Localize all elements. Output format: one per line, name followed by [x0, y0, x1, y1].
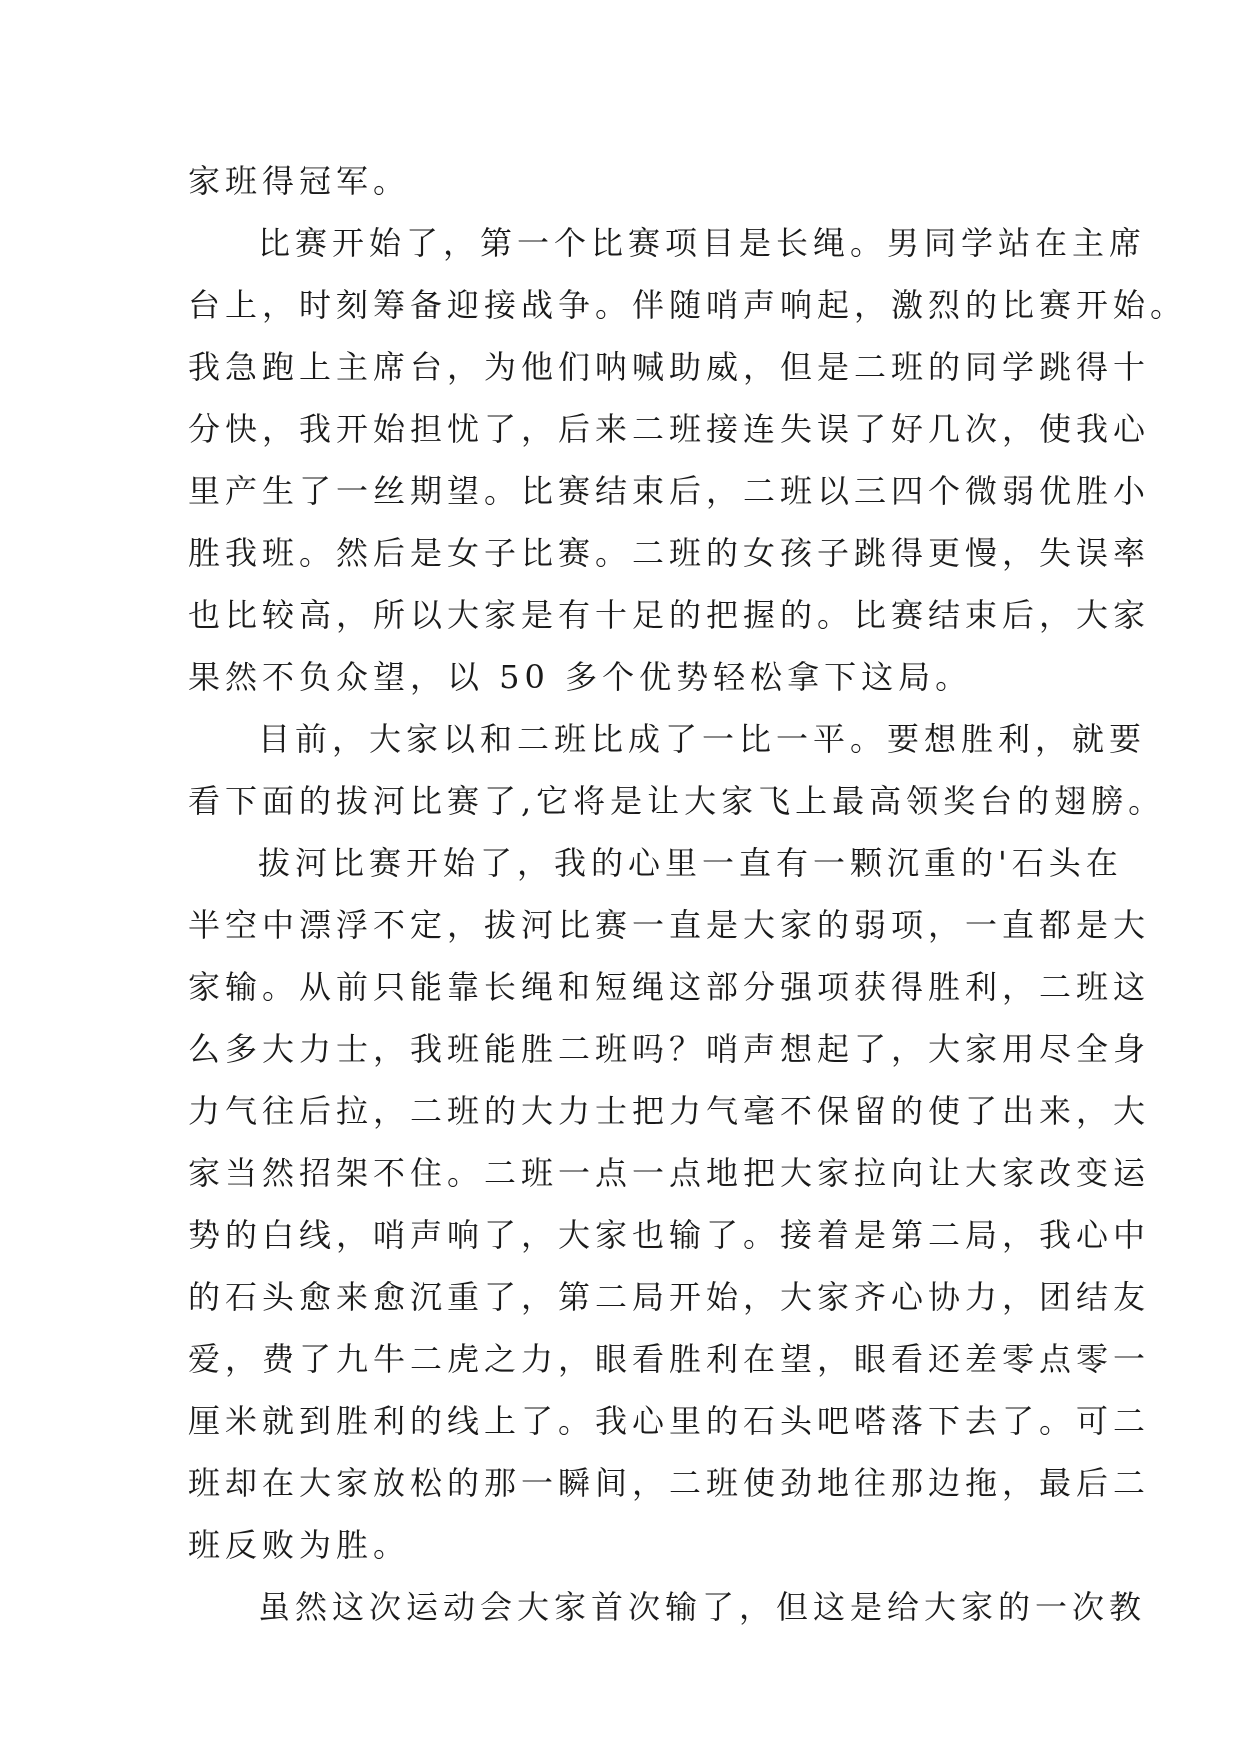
text-line: 家当然招架不住。二班一点一点地把大家拉向让大家改变运 [188, 1154, 1151, 1192]
paragraph-start-line: 拔河比赛开始了，我的心里一直有一颗沉重的'石头在 [258, 844, 1123, 882]
text-line: 半空中漂浮不定，拔河比赛一直是大家的弱项，一直都是大 [188, 906, 1151, 944]
text-line: 也比较高，所以大家是有十足的把握的。比赛结束后，大家 [188, 596, 1151, 634]
text-line: 力气往后拉，二班的大力士把力气毫不保留的使了出来，大 [188, 1092, 1151, 1130]
text-line: 么多大力士，我班能胜二班吗？哨声想起了，大家用尽全身 [188, 1030, 1151, 1068]
text-line: 我急跑上主席台，为他们呐喊助威，但是二班的同学跳得十 [188, 348, 1151, 386]
body-text [188, 150, 1188, 1638]
text-line: 班却在大家放松的那一瞬间，二班使劲地往那边拖，最后二 [188, 1464, 1151, 1502]
text-line: 势的白线，哨声响了，大家也输了。接着是第二局，我心中 [188, 1216, 1151, 1254]
text-line: 家班得冠军。 [188, 162, 411, 200]
text-line: 家输。从前只能靠长绳和短绳这部分强项获得胜利，二班这 [188, 968, 1151, 1006]
text-line: 爱，费了九牛二虎之力，眼看胜利在望，眼看还差零点零一 [188, 1340, 1151, 1378]
text-line: 的石头愈来愈沉重了，第二局开始，大家齐心协力，团结友 [188, 1278, 1151, 1316]
text-line: 果然不负众望，以 50 多个优势轻松拿下这局。 [188, 658, 973, 696]
text-line: 班反败为胜。 [188, 1526, 411, 1564]
text-line: 里产生了一丝期望。比赛结束后，二班以三四个微弱优胜小 [188, 472, 1151, 510]
text-line: 分快，我开始担忧了，后来二班接连失误了好几次，使我心 [188, 410, 1151, 448]
paragraph-start-line: 比赛开始了，第一个比赛项目是长绳。男同学站在主席 [258, 224, 1147, 262]
text-line: 厘米就到胜利的线上了。我心里的石头吧嗒落下去了。可二 [188, 1402, 1151, 1440]
text-line: 台上，时刻筹备迎接战争。伴随哨声响起，激烈的比赛开始。 [188, 286, 1188, 324]
text-line: 胜我班。然后是女子比赛。二班的女孩子跳得更慢，失误率 [188, 534, 1151, 572]
paragraph-start-line: 虽然这次运动会大家首次输了，但这是给大家的一次教 [258, 1588, 1147, 1626]
text-line: 看下面的拔河比赛了,它将是让大家飞上最高领奖台的翅膀。 [188, 782, 1166, 820]
paragraph-start-line: 目前，大家以和二班比成了一比一平。要想胜利，就要 [258, 720, 1147, 758]
